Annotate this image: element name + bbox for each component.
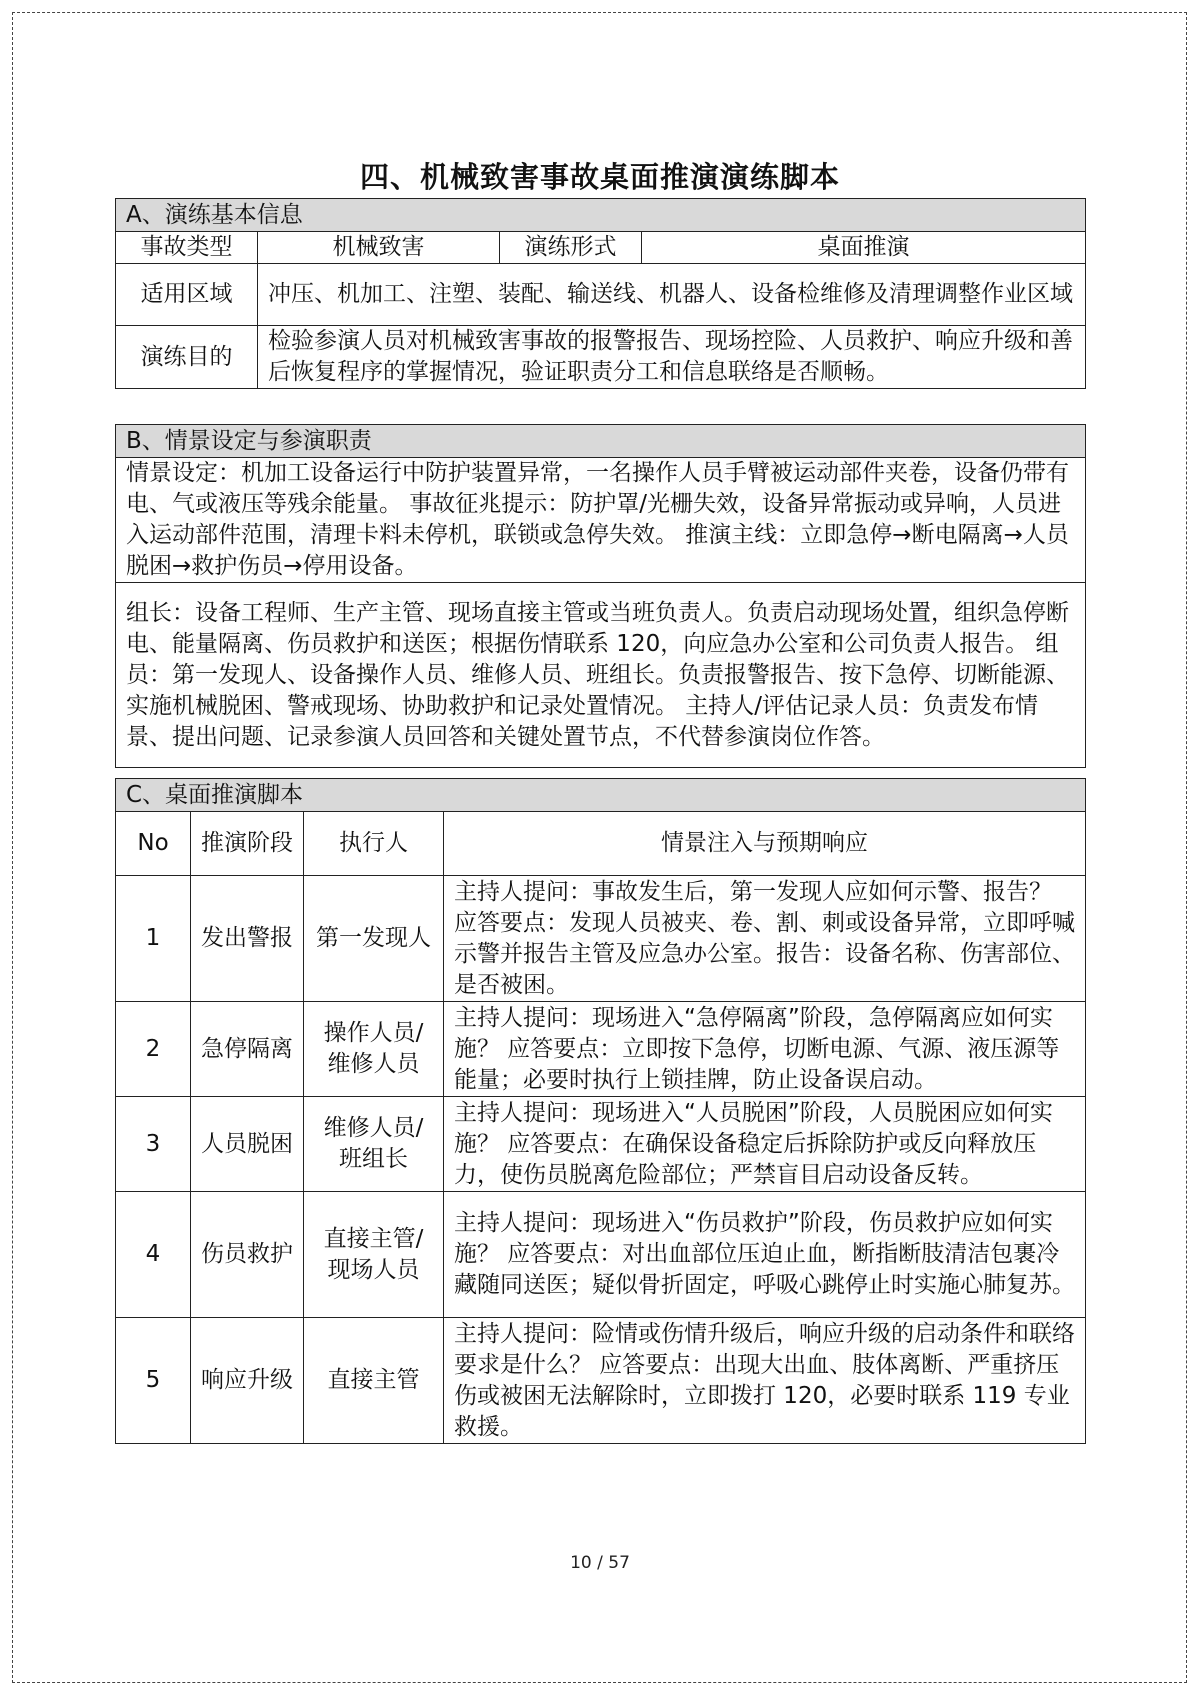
area-value: 冲压、机加工、注塑、装配、输送线、机器人、设备检维修及清理调整作业区域 — [258, 264, 1086, 326]
row-executor: 直接主管/现场人员 — [304, 1192, 444, 1318]
row-no: 1 — [116, 876, 191, 1002]
row-content: 主持人提问：险情或伤情升级后，响应升级的启动条件和联络要求是什么？ 应答要点：出现大出血、肢体离断、严重挤压伤或被困无法解除时，立即拨打 120，必要时联系 119 专业救援。 — [444, 1318, 1086, 1444]
section-a-header: A、演练基本信息 — [116, 199, 1086, 232]
section-c-header: C、桌面推演脚本 — [116, 779, 1086, 812]
row-content: 主持人提问：事故发生后，第一发现人应如何示警、报告？ 应答要点：发现人员被夹、卷、割、刺或设备异常，立即呼喊示警并报告主管及应急办公室。报告：设备名称、伤害部位、是否被困。 — [444, 876, 1086, 1002]
table-row — [116, 1192, 1086, 1318]
row-executor: 第一发现人 — [304, 876, 444, 1002]
accident-type-value: 机械致害 — [258, 232, 500, 264]
roles-text: 组长：设备工程师、生产主管、现场直接主管或当班负责人。负责启动现场处置，组织急停断电、能量隔离、伤员救护和送医；根据伤情联系 120，向应急办公室和公司负责人报告。 组员：第一发现人、设备操作人员、维修人员、班组长。负责报警报告、按下急停、切断能源、实施机械脱困、警戒现场、协助救护和记录处置情况。 主持人/评估记录人员：负责发布情景、提出问题、记录参演人员回答和关键处置节点，不代替参演岗位作答。 — [116, 583, 1086, 768]
row-stage: 急停隔离 — [191, 1002, 304, 1097]
document-title: 四、机械致害事故桌面推演演练脚本 — [359, 160, 840, 194]
row-content: 主持人提问：现场进入“伤员救护”阶段，伤员救护应如何实施？ 应答要点：对出血部位压迫止血，断指断肢清洁包裹冷藏随同送医；疑似骨折固定，呼吸心跳停止时实施心肺复苏。 — [444, 1192, 1086, 1318]
col-header-no: No — [116, 812, 191, 876]
scenario-text: 情景设定：机加工设备运行中防护装置异常，一名操作人员手臂被运动部件夹卷，设备仍带有电、气或液压等残余能量。 事故征兆提示：防护罩/光栅失效，设备异常振动或异响，人员进入运动部件范围，清理卡料未停机，联锁或急停失效。 推演主线：立即急停→断电隔离→人员脱困→救护伤员→停用设备。 — [116, 458, 1086, 583]
purpose-value: 检验参演人员对机械致害事故的报警报告、现场控险、人员救护、响应升级和善后恢复程序的掌握情况，验证职责分工和信息联络是否顺畅。 — [258, 326, 1086, 389]
row-no: 5 — [116, 1318, 191, 1444]
row-no: 4 — [116, 1192, 191, 1318]
script-table — [115, 778, 1086, 1444]
scenario-table — [115, 424, 1086, 768]
accident-type-label: 事故类型 — [116, 232, 258, 264]
row-stage: 发出警报 — [191, 876, 304, 1002]
table-row — [116, 1002, 1086, 1097]
drill-form-value: 桌面推演 — [642, 232, 1086, 264]
table-row — [116, 876, 1086, 1002]
col-header-executor: 执行人 — [304, 812, 444, 876]
row-content: 主持人提问：现场进入“人员脱困”阶段，人员脱困应如何实施？ 应答要点：在确保设备稳定后拆除防护或反向释放压力，使伤员脱离危险部位；严禁盲目启动设备反转。 — [444, 1097, 1086, 1192]
row-executor: 直接主管 — [304, 1318, 444, 1444]
area-label: 适用区域 — [116, 264, 258, 326]
row-no: 2 — [116, 1002, 191, 1097]
row-stage: 人员脱困 — [191, 1097, 304, 1192]
row-content: 主持人提问：现场进入“急停隔离”阶段，急停隔离应如何实施？ 应答要点：立即按下急停，切断电源、气源、液压源等能量；必要时执行上锁挂牌，防止设备误启动。 — [444, 1002, 1086, 1097]
drill-form-label: 演练形式 — [500, 232, 642, 264]
section-b-header: B、情景设定与参演职责 — [116, 425, 1086, 458]
row-stage: 伤员救护 — [191, 1192, 304, 1318]
row-stage: 响应升级 — [191, 1318, 304, 1444]
page-number: 10 / 57 — [570, 1553, 630, 1573]
table-row — [116, 1318, 1086, 1444]
row-executor: 维修人员/班组长 — [304, 1097, 444, 1192]
col-header-stage: 推演阶段 — [191, 812, 304, 876]
col-header-content: 情景注入与预期响应 — [444, 812, 1086, 876]
basic-info-table — [115, 198, 1086, 389]
row-no: 3 — [116, 1097, 191, 1192]
purpose-label: 演练目的 — [116, 326, 258, 389]
row-executor: 操作人员/维修人员 — [304, 1002, 444, 1097]
table-row — [116, 1097, 1086, 1192]
